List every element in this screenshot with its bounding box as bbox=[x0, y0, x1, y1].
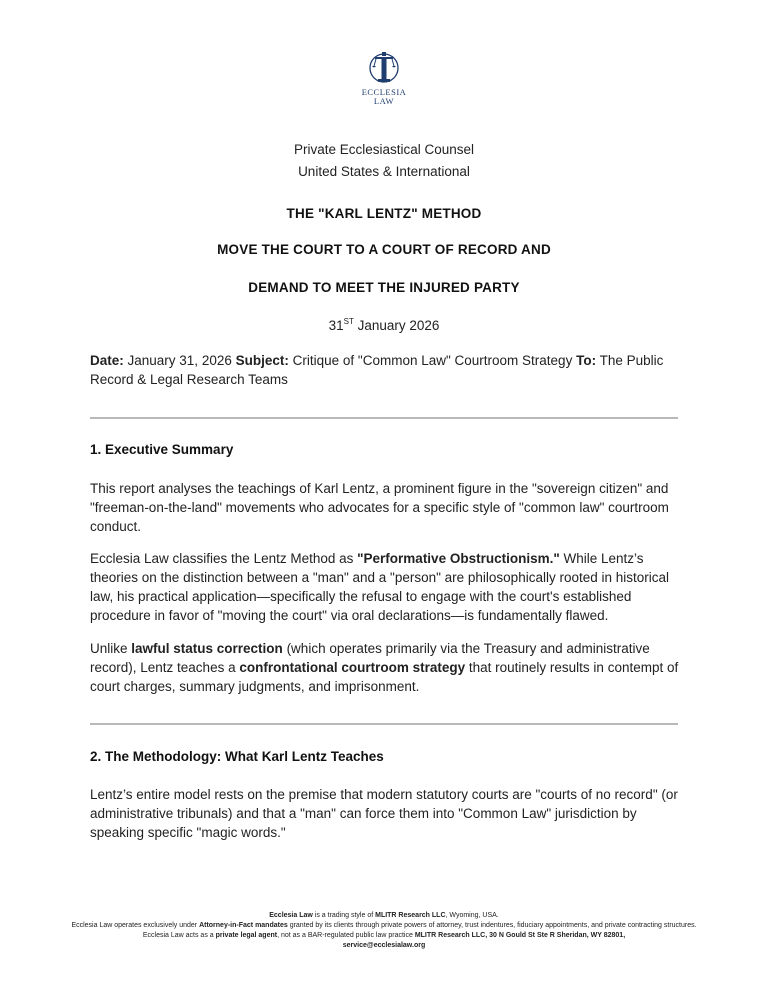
memo-subject-label: Subject: bbox=[235, 353, 289, 368]
footer-line3 bbox=[70, 941, 698, 951]
footer-text: is a trading style of bbox=[312, 912, 376, 919]
divider-2 bbox=[90, 723, 678, 725]
footer-line2 bbox=[70, 921, 698, 941]
section2-heading: 2. The Methodology: What Karl Lentz Teaches bbox=[90, 749, 384, 764]
title-line3: DEMAND TO MEET THE INJURED PARTY bbox=[248, 280, 520, 295]
section1-para2 bbox=[90, 549, 680, 625]
s1p2-bold: "Performative Obstructionism." bbox=[357, 551, 560, 566]
footer-brand: Ecclesia Law bbox=[269, 912, 313, 919]
header-line1: Private Ecclesiastical Counsel bbox=[293, 142, 475, 157]
footer-text: granted by its clients through private powers of attorney, trust indentures, fiduciary appointments, and private contracting structures. Ecclesia Law acts as a bbox=[142, 922, 697, 939]
s1p2-a: Ecclesia Law classifies the Lentz Method as bbox=[90, 551, 358, 566]
footer-line1 bbox=[70, 911, 698, 921]
title-line2: MOVE THE COURT TO A COURT OF RECORD AND bbox=[217, 242, 551, 257]
section2-para1 bbox=[90, 785, 680, 842]
title-line1: THE "KARL LENTZ" METHOD bbox=[286, 206, 482, 221]
footer-company: MLITR Research LLC bbox=[375, 912, 446, 919]
s1p3-c: that routinely results in contempt of court charges, summary judgments, and imprisonment. bbox=[90, 660, 679, 694]
memo-to-label: To: bbox=[576, 353, 597, 368]
pillar-scales-icon bbox=[369, 48, 399, 88]
memo-date-value: January 31, 2026 bbox=[123, 353, 236, 368]
s1p3-bold2: confrontational courtroom strategy bbox=[239, 660, 466, 675]
footer-address: MLITR Research LLC, 30 N Gould St Ste R Sheridan, WY 82801, bbox=[414, 932, 626, 939]
footer-text: , not as a BAR-regulated public law practice bbox=[277, 932, 415, 939]
logo-line2: LAW bbox=[373, 96, 395, 106]
date-suffix: ST bbox=[343, 317, 354, 326]
s1p3-bold1: lawful status correction bbox=[131, 641, 283, 656]
footer-text: Ecclesia Law operates exclusively under bbox=[71, 922, 200, 929]
divider-1 bbox=[90, 417, 678, 419]
document-date bbox=[0, 317, 768, 333]
section1-para1-text: This report analyses the teachings of Karl Lentz, a prominent figure in the "sovereign citizen" and "freeman-on-the-land" movements who advocates for a specific style of "common law" courtroom conduct. bbox=[90, 481, 669, 534]
section2-para1-text: Lentz’s entire model rests on the premise that modern statutory courts are "courts of no record" (or administrative tribunals) and that a "man" can force them into "Common Law" jurisdiction by speaking specific "magic words." bbox=[90, 787, 678, 840]
footer-text: , Wyoming, USA. bbox=[445, 912, 499, 919]
header-line2: United States & International bbox=[298, 164, 470, 179]
s1p3-a: Unlike bbox=[90, 641, 132, 656]
section1-para1 bbox=[90, 479, 680, 536]
s1p3-b: (which operates primarily via the Treasury and administrative record), Lentz teaches a bbox=[90, 641, 650, 675]
logo-line1: ECCLESIA bbox=[361, 87, 407, 97]
memo-date-label: Date: bbox=[90, 353, 124, 368]
section1-para3 bbox=[90, 639, 680, 696]
memo-subject-value: Critique of "Common Law" Courtroom Strategy bbox=[288, 353, 577, 368]
page-footer bbox=[70, 911, 698, 951]
footer-bold: Attorney-in-Fact mandates bbox=[199, 922, 288, 929]
section1-heading: 1. Executive Summary bbox=[90, 442, 234, 457]
footer-bold: private legal agent bbox=[215, 932, 278, 939]
footer-email[interactable]: service@ecclesialaw.org bbox=[342, 942, 426, 949]
date-day: 31 bbox=[328, 318, 344, 333]
memo-to-value: The Public Record & Legal Research Teams bbox=[90, 353, 664, 387]
memo-block bbox=[90, 351, 680, 389]
date-rest: January 2026 bbox=[353, 318, 440, 333]
s1p2-b: While Lentz’s theories on the distinction between a "man" and a "person" are philosophically rooted in historical law, his practical application—specifically the refusal to engage with the court's established procedure in favor of "moving the court" via oral declarations—is fundamentally flawed. bbox=[90, 551, 670, 623]
ecclesia-law-logo bbox=[354, 48, 414, 110]
